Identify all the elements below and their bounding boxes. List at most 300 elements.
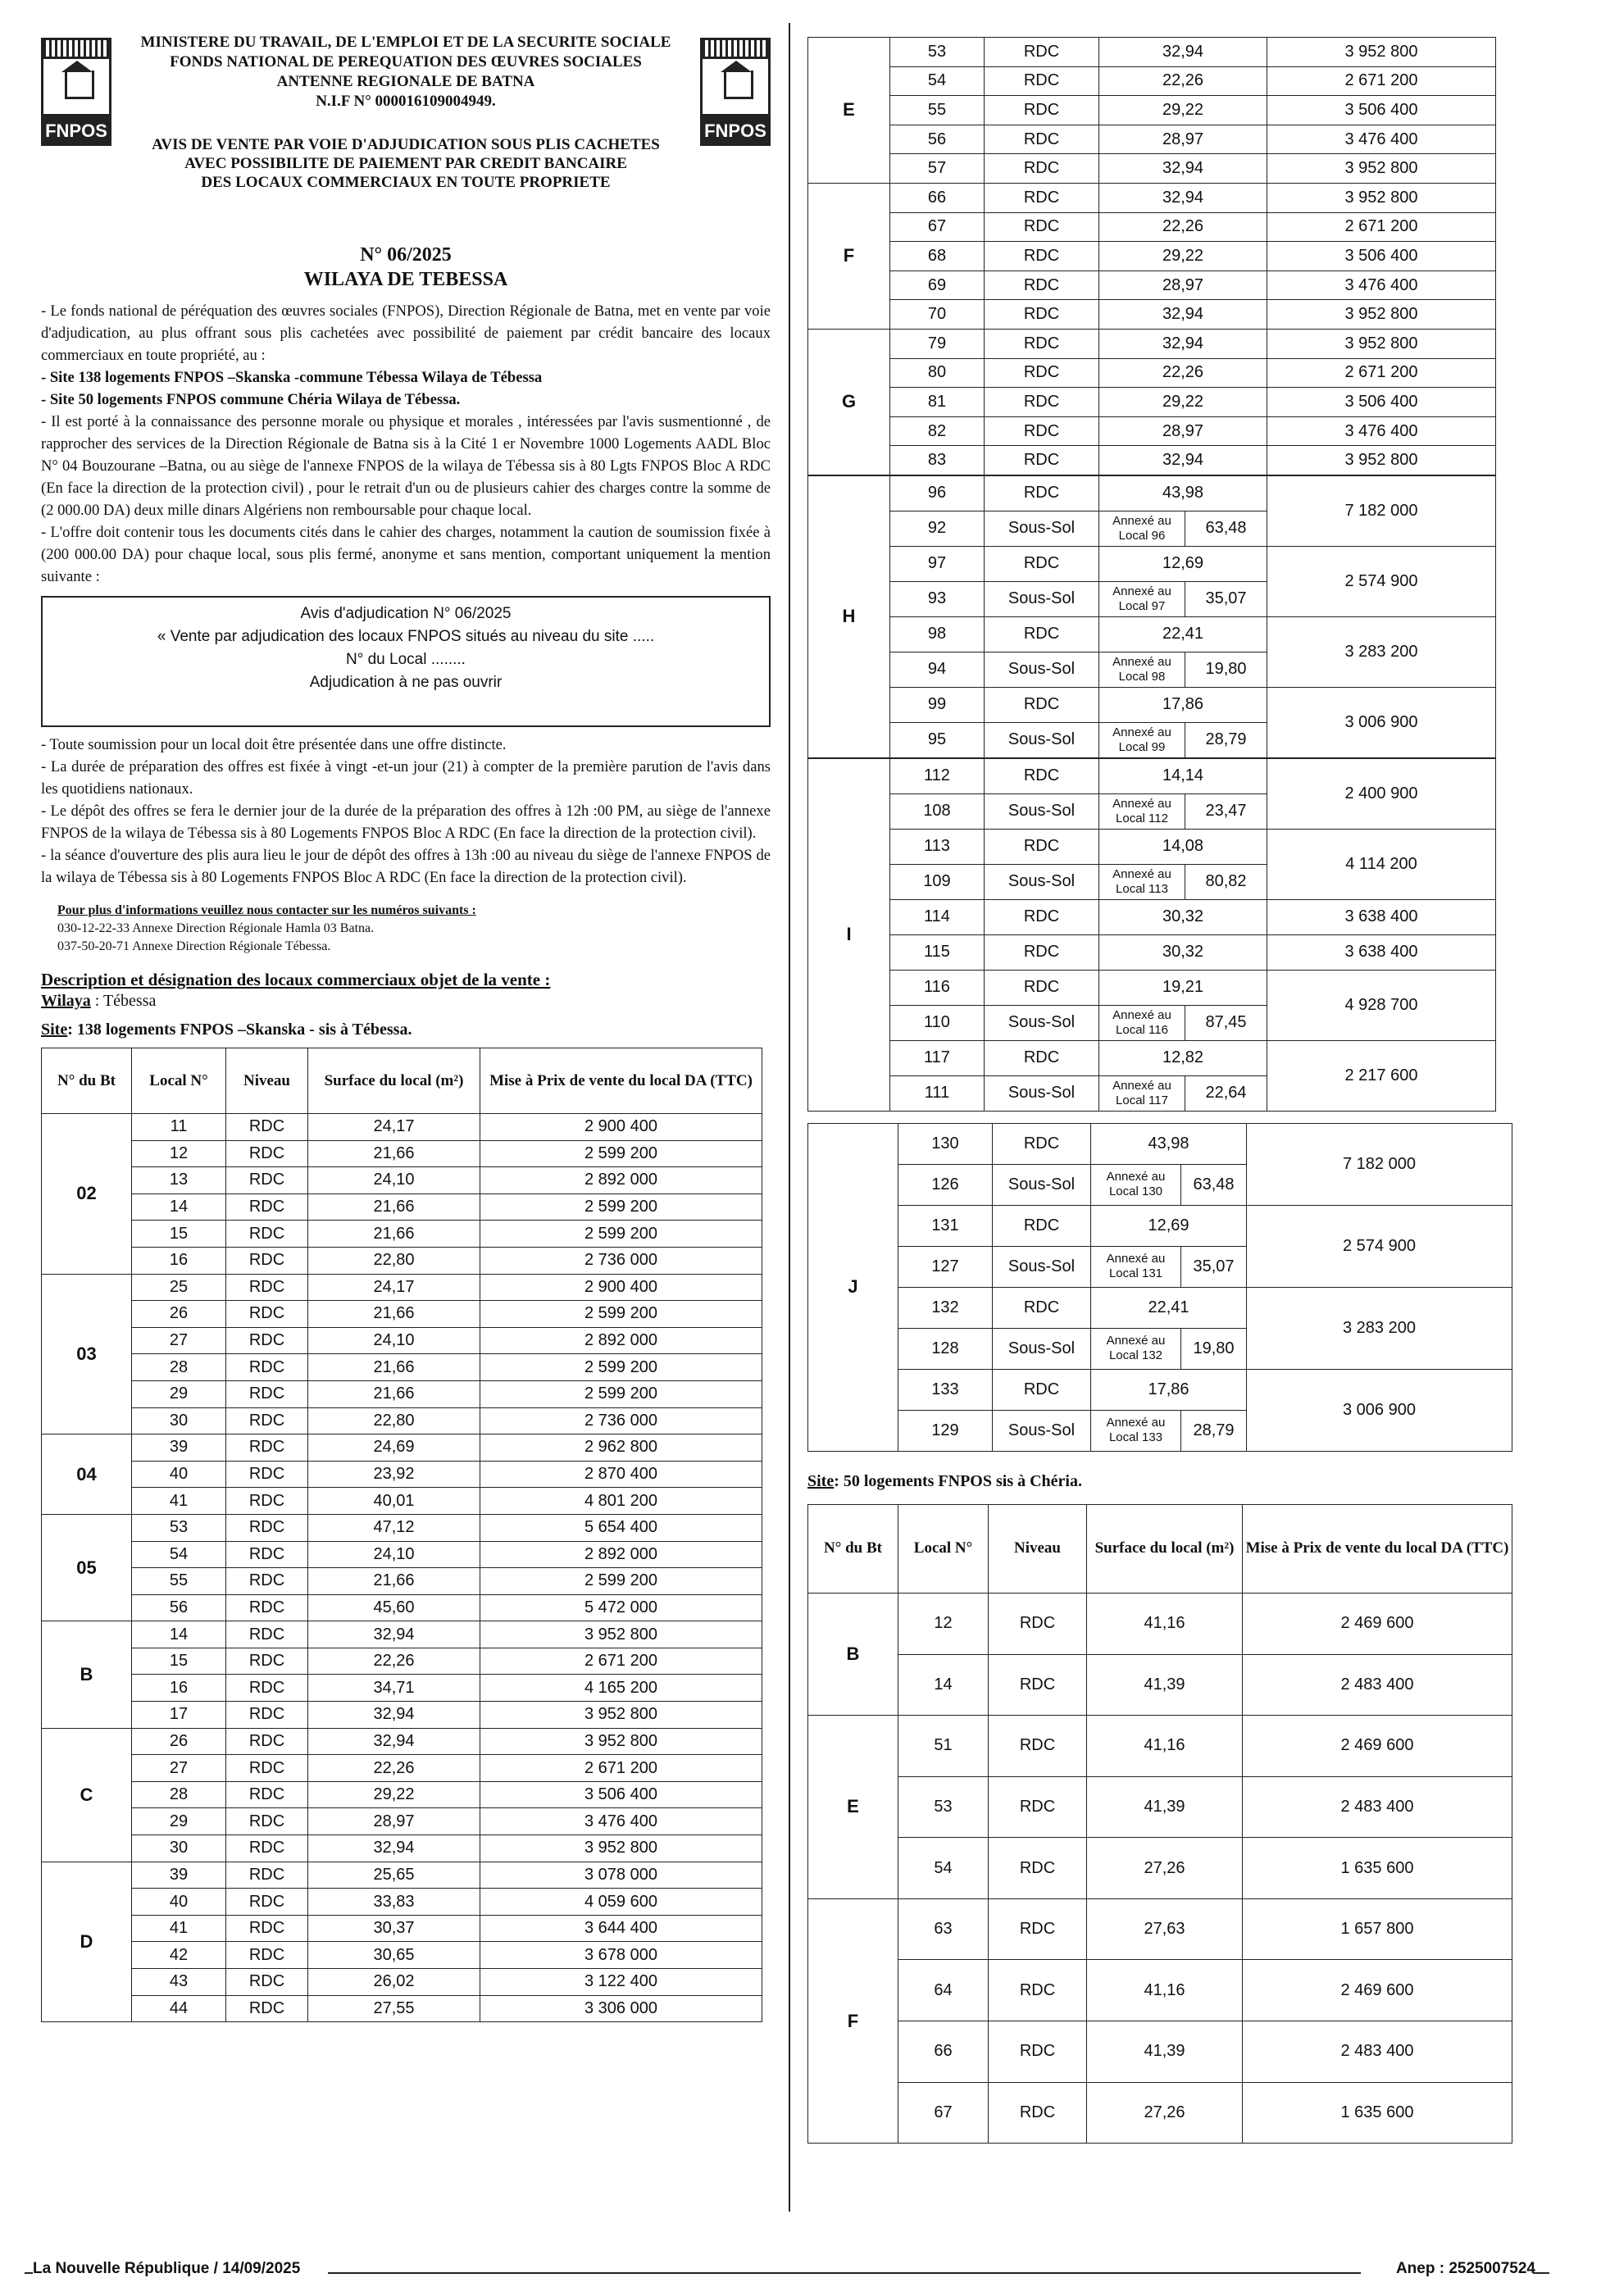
local-cell: 14 — [898, 1654, 989, 1716]
surface-cell: 43,98 — [1099, 475, 1267, 511]
price-cell: 1 635 600 — [1243, 1838, 1512, 1899]
local-cell: 26 — [132, 1301, 226, 1328]
price-cell: 3 952 800 — [480, 1728, 762, 1755]
price-cell: 3 283 200 — [1267, 616, 1496, 687]
notice-number: N° 06/2025 — [360, 244, 452, 266]
bloc-cell: E — [808, 38, 890, 184]
annex-prefix: Annexé au Local — [1106, 1416, 1166, 1445]
bloc-cell: C — [42, 1728, 132, 1862]
table-row — [42, 1114, 762, 1141]
price-cell: 2 900 400 — [480, 1274, 762, 1301]
surface-cell: 28,97 — [1099, 416, 1267, 446]
local-cell: 117 — [890, 1040, 985, 1075]
niveau-cell: RDC — [226, 1488, 308, 1515]
price-cell: 1 657 800 — [1243, 1898, 1512, 1960]
price-cell: 2 599 200 — [480, 1221, 762, 1248]
annex-local-ref: 97 — [1151, 598, 1166, 613]
price-cell: 2 892 000 — [480, 1327, 762, 1354]
local-cell: 68 — [890, 242, 985, 271]
surface-cell: 24,17 — [308, 1114, 480, 1141]
bloc-cell: 03 — [42, 1274, 132, 1434]
price-cell: 4 059 600 — [480, 1889, 762, 1916]
table-row — [808, 2021, 1512, 2083]
surface-cell: 22,80 — [308, 1247, 480, 1274]
niveau-cell: RDC — [989, 1838, 1087, 1899]
annex-local-ref: 112 — [1148, 811, 1168, 825]
surface-cell: 28,97 — [308, 1808, 480, 1835]
niveau-cell: RDC — [985, 687, 1099, 722]
table-row — [42, 1889, 762, 1916]
local-cell: 83 — [890, 446, 985, 475]
bloc-cell: B — [42, 1621, 132, 1728]
local-cell: 14 — [132, 1621, 226, 1648]
price-cell: 2 599 200 — [480, 1301, 762, 1328]
niveau-cell: RDC — [226, 1327, 308, 1354]
surface-cell: 32,94 — [308, 1728, 480, 1755]
local-cell: 15 — [132, 1221, 226, 1248]
niveau-cell: RDC — [226, 1969, 308, 1996]
surface-cell: 22,26 — [308, 1755, 480, 1782]
niveau-cell: RDC — [985, 271, 1099, 300]
offer-paragraph: - L'offre doit contenir tous les documents cités dans le cahier des charges, notamment la caution de soumission fixée à (200 000.00 DA) pour chaque local, sous plis fermé, anonyme et sans mention, comportant uniquement la mention suivante : — [41, 524, 771, 585]
table-row — [42, 1221, 762, 1248]
surface-cell: 30,32 — [1099, 899, 1267, 934]
surface-cell: 19,80 — [1185, 652, 1267, 687]
col-prix: Mise à Prix de vente du local DA (TTC) — [480, 1048, 762, 1114]
surface-cell: 41,16 — [1087, 1960, 1243, 2021]
site-2-value: : 50 logements FNPOS sis à Chéria. — [834, 1471, 1082, 1490]
price-cell: 7 182 000 — [1267, 475, 1496, 546]
niveau-cell: RDC — [985, 616, 1099, 652]
annex-note-cell — [1091, 1246, 1181, 1287]
table-row — [808, 183, 1496, 212]
local-cell: 69 — [890, 271, 985, 300]
price-cell: 3 952 800 — [1267, 329, 1496, 358]
table-row — [808, 829, 1496, 864]
table-row — [808, 1040, 1496, 1075]
col-surface: Surface du local (m²) — [1087, 1504, 1243, 1593]
surface-cell: 87,45 — [1185, 1005, 1267, 1040]
fnpos-logo-left — [41, 38, 111, 151]
table-row — [42, 1140, 762, 1167]
annex-prefix: Annexé au Local — [1106, 1252, 1166, 1281]
table-row — [808, 616, 1496, 652]
local-cell: 113 — [890, 829, 985, 864]
surface-cell: 32,94 — [308, 1702, 480, 1729]
table-row — [808, 125, 1496, 154]
niveau-cell: Sous-Sol — [985, 581, 1099, 616]
niveau-cell: RDC — [226, 1621, 308, 1648]
annex-local-ref: 113 — [1148, 881, 1168, 896]
surface-cell: 21,66 — [308, 1140, 480, 1167]
price-cell: 3 952 800 — [480, 1621, 762, 1648]
site-138-table-cont — [807, 37, 1496, 475]
niveau-cell: RDC — [226, 1541, 308, 1568]
price-cell: 2 671 200 — [1267, 358, 1496, 388]
notice-title — [115, 135, 697, 192]
table-row — [42, 1488, 762, 1515]
local-cell: 130 — [898, 1123, 993, 1164]
local-cell: 63 — [898, 1898, 989, 1960]
table-row — [42, 1274, 762, 1301]
surface-cell: 29,22 — [1099, 242, 1267, 271]
price-cell: 3 306 000 — [480, 1995, 762, 2022]
table-row — [808, 38, 1496, 67]
table-row — [808, 970, 1496, 1005]
col-bt: N° du Bt — [808, 1504, 898, 1593]
surface-cell: 12,82 — [1099, 1040, 1267, 1075]
bloc-i-table — [807, 758, 1496, 1112]
site-138-table — [41, 1048, 762, 2022]
surface-cell: 24,10 — [308, 1327, 480, 1354]
niveau-cell: RDC — [226, 1915, 308, 1942]
site-2-heading — [807, 1470, 1533, 1493]
notice-header — [41, 33, 771, 238]
table-row — [808, 934, 1496, 970]
col-surface: Surface du local (m²) — [308, 1048, 480, 1114]
ministry-line: FONDS NATIONAL DE PEREQUATION DES ŒUVRES SOCIALES — [170, 53, 642, 70]
local-cell: 30 — [132, 1407, 226, 1434]
table-row — [42, 1915, 762, 1942]
price-cell: 3 078 000 — [480, 1862, 762, 1889]
retrieval-paragraph: - Il est porté à la connaissance des personne morale ou physique et morales , intéressées par l'avis susmentionné , de rapprocher des services de la Direction Régionale de Batna sis à la Cité 1 er Novembre 1000 Logements AADL Bloc N° 04 Bouzourane –Batna, ou au siège de l'annexe FNPOS de la wilaya de Tébessa sis à 80 Lgts FNPOS Bloc A RDC (En face la direction de la protection civil) , pour le retrait d'un ou de plusieurs cahier des charges contre la somme de (2 000.00 DA) deux mille dinars Algériens non remboursable pour chaque local. — [41, 413, 771, 519]
price-cell: 2 599 200 — [480, 1354, 762, 1381]
niveau-cell: RDC — [989, 1716, 1087, 1777]
table-row — [42, 1167, 762, 1194]
annex-note-cell — [1099, 793, 1185, 829]
ministry-line: ANTENNE REGIONALE DE BATNA — [276, 73, 535, 90]
local-cell: 16 — [132, 1675, 226, 1702]
local-cell: 55 — [890, 96, 985, 125]
site-label: Site — [41, 1021, 68, 1039]
table-row — [42, 1755, 762, 1782]
price-cell: 3 506 400 — [1267, 96, 1496, 125]
niveau-cell: RDC — [989, 1898, 1087, 1960]
wilaya-label: Wilaya — [41, 992, 91, 1010]
price-cell: 3 476 400 — [1267, 416, 1496, 446]
price-cell: 3 952 800 — [1267, 183, 1496, 212]
surface-cell: 28,79 — [1185, 722, 1267, 757]
niveau-cell: RDC — [985, 446, 1099, 475]
local-cell: 55 — [132, 1568, 226, 1595]
surface-cell: 40,01 — [308, 1488, 480, 1515]
annex-local-ref: 130 — [1142, 1184, 1163, 1199]
price-cell: 3 476 400 — [1267, 125, 1496, 154]
niveau-cell: RDC — [985, 758, 1099, 793]
price-cell: 2 574 900 — [1267, 546, 1496, 616]
surface-cell: 23,92 — [308, 1461, 480, 1488]
col-prix: Mise à Prix de vente du local DA (TTC) — [1243, 1504, 1512, 1593]
table-row — [42, 1541, 762, 1568]
local-cell: 28 — [132, 1354, 226, 1381]
table-row — [808, 1287, 1512, 1328]
surface-cell: 24,10 — [308, 1541, 480, 1568]
surface-cell: 17,86 — [1099, 687, 1267, 722]
price-cell: 4 114 200 — [1267, 829, 1496, 899]
annex-prefix: Annexé au Local — [1106, 1334, 1166, 1363]
price-cell: 2 599 200 — [480, 1568, 762, 1595]
local-cell: 108 — [890, 793, 985, 829]
surface-cell: 19,80 — [1181, 1328, 1247, 1369]
local-cell: 66 — [890, 183, 985, 212]
annex-prefix: Annexé au Local — [1112, 1078, 1171, 1107]
local-cell: 131 — [898, 1205, 993, 1246]
footer-anep: Anep : 2525007524 — [1395, 2260, 1535, 2277]
niveau-cell: RDC — [989, 1960, 1087, 2021]
niveau-cell: RDC — [985, 212, 1099, 242]
table-row — [42, 1835, 762, 1862]
surface-cell: 80,82 — [1185, 864, 1267, 899]
site-1-value: : 138 logements FNPOS –Skanska - sis à Tébessa. — [67, 1021, 412, 1039]
price-cell: 2 870 400 — [480, 1461, 762, 1488]
local-cell: 44 — [132, 1995, 226, 2022]
footer-rule — [328, 2272, 1361, 2274]
annex-note-cell — [1091, 1410, 1181, 1451]
annex-note-cell — [1099, 864, 1185, 899]
local-cell: 25 — [132, 1274, 226, 1301]
surface-cell: 19,21 — [1099, 970, 1267, 1005]
surface-cell: 27,63 — [1087, 1898, 1243, 1960]
table-row — [42, 1327, 762, 1354]
local-cell: 41 — [132, 1488, 226, 1515]
surface-cell: 24,69 — [308, 1434, 480, 1462]
bloc-cell: H — [808, 475, 890, 757]
local-cell: 127 — [898, 1246, 993, 1287]
local-cell: 80 — [890, 358, 985, 388]
local-cell: 132 — [898, 1287, 993, 1328]
logo-stripe — [700, 38, 771, 59]
niveau-cell: RDC — [985, 1040, 1099, 1075]
table-row — [808, 154, 1496, 184]
footer-rule — [1533, 2272, 1549, 2274]
local-cell: 41 — [132, 1915, 226, 1942]
notice-line: DES LOCAUX COMMERCIAUX EN TOUTE PROPRIETE — [201, 174, 611, 191]
duration-paragraph: - La durée de préparation des offres est fixée à vingt -et-un jour (21) à compter de la première parution de l'avis dans les quotidiens nationaux. — [41, 758, 771, 798]
logo-label: FNPOS — [41, 116, 111, 146]
niveau-cell: RDC — [226, 1995, 308, 2022]
local-cell: 67 — [898, 2082, 989, 2144]
surface-cell: 32,94 — [1099, 154, 1267, 184]
local-cell: 40 — [132, 1461, 226, 1488]
site-line-2: - Site 50 logements FNPOS commune Chéria Wilaya de Tébessa. — [41, 391, 461, 408]
price-cell: 2 671 200 — [480, 1648, 762, 1675]
annex-local-ref: 98 — [1151, 669, 1166, 684]
niveau-cell: RDC — [985, 970, 1099, 1005]
bloc-cell: 05 — [42, 1514, 132, 1621]
price-cell: 2 400 900 — [1267, 758, 1496, 829]
surface-cell: 12,69 — [1091, 1205, 1247, 1246]
price-cell: 3 006 900 — [1267, 687, 1496, 757]
niveau-cell: RDC — [985, 416, 1099, 446]
surface-cell: 25,65 — [308, 1862, 480, 1889]
price-cell: 2 599 200 — [480, 1380, 762, 1407]
table-row — [42, 1808, 762, 1835]
price-cell: 2 892 000 — [480, 1541, 762, 1568]
local-cell: 66 — [898, 2021, 989, 2083]
price-cell: 3 952 800 — [480, 1835, 762, 1862]
mention-box — [41, 596, 771, 727]
price-cell: 4 928 700 — [1267, 970, 1496, 1040]
price-cell: 2 483 400 — [1243, 2021, 1512, 2083]
local-cell: 53 — [898, 1776, 989, 1838]
price-cell: 3 506 400 — [480, 1781, 762, 1808]
local-cell: 42 — [132, 1942, 226, 1969]
annex-note-cell — [1099, 511, 1185, 546]
surface-cell: 35,07 — [1181, 1246, 1247, 1287]
table-row — [808, 66, 1496, 96]
surface-cell: 22,80 — [308, 1407, 480, 1434]
local-cell: 14 — [132, 1193, 226, 1221]
bloc-cell: 02 — [42, 1114, 132, 1275]
opening-paragraph: - la séance d'ouverture des plis aura lieu le jour de dépôt des offres à 13h :00 au niveau du siège de l'annexe FNPOS de la wilaya de Tébessa sis à 80 Logements FNPOS Bloc A RDC (En face la direction de la protection civil). — [41, 847, 771, 886]
table-row — [808, 1898, 1512, 1960]
niveau-cell: RDC — [226, 1862, 308, 1889]
col-local: Local N° — [132, 1048, 226, 1114]
niveau-cell: RDC — [226, 1193, 308, 1221]
niveau-cell: RDC — [226, 1301, 308, 1328]
table-row — [808, 2082, 1512, 2144]
surface-cell: 23,47 — [1185, 793, 1267, 829]
contact-block — [41, 902, 771, 956]
right-column — [807, 37, 1533, 2144]
surface-cell: 14,14 — [1099, 758, 1267, 793]
table-row — [808, 687, 1496, 722]
table-body — [42, 1114, 762, 2022]
niveau-cell: Sous-Sol — [993, 1246, 1091, 1287]
table-body — [808, 1123, 1512, 1451]
table-row — [808, 1654, 1512, 1716]
local-cell: 126 — [898, 1164, 993, 1205]
table-row — [42, 1380, 762, 1407]
local-cell: 112 — [890, 758, 985, 793]
table-row — [808, 758, 1496, 793]
surface-cell: 14,08 — [1099, 829, 1267, 864]
local-cell: 53 — [132, 1514, 226, 1541]
niveau-cell: RDC — [226, 1808, 308, 1835]
table-row — [808, 300, 1496, 330]
local-cell: 110 — [890, 1005, 985, 1040]
annex-note-cell — [1091, 1164, 1181, 1205]
surface-cell: 43,98 — [1091, 1123, 1247, 1164]
local-cell: 96 — [890, 475, 985, 511]
annex-prefix: Annexé au Local — [1112, 584, 1171, 613]
surface-cell: 22,26 — [308, 1648, 480, 1675]
niveau-cell: Sous-Sol — [985, 1005, 1099, 1040]
table-body — [808, 475, 1496, 757]
surface-cell: 27,26 — [1087, 2082, 1243, 2144]
niveau-cell: Sous-Sol — [985, 652, 1099, 687]
table-body — [808, 758, 1496, 1111]
bloc-j-table — [807, 1123, 1512, 1452]
local-cell: 54 — [890, 66, 985, 96]
table-row — [42, 1675, 762, 1702]
price-cell: 2 599 200 — [480, 1193, 762, 1221]
surface-cell: 27,26 — [1087, 1838, 1243, 1899]
price-cell: 2 671 200 — [1267, 212, 1496, 242]
niveau-cell: RDC — [985, 242, 1099, 271]
surface-cell: 29,22 — [1099, 96, 1267, 125]
ministry-line: MINISTERE DU TRAVAIL, DE L'EMPLOI ET DE LA SECURITE SOCIALE — [140, 34, 671, 51]
local-cell: 115 — [890, 934, 985, 970]
surface-cell: 32,94 — [1099, 300, 1267, 330]
table-row — [42, 1862, 762, 1889]
niveau-cell: RDC — [226, 1594, 308, 1621]
niveau-cell: RDC — [985, 475, 1099, 511]
surface-cell: 24,17 — [308, 1274, 480, 1301]
annex-local-ref: 132 — [1142, 1348, 1163, 1363]
site-line-1: - Site 138 logements FNPOS –Skanska -commune Tébessa Wilaya de Tébessa — [41, 369, 543, 386]
fnpos-logo-right — [700, 38, 771, 151]
niveau-cell: RDC — [226, 1568, 308, 1595]
niveau-cell: RDC — [985, 829, 1099, 864]
surface-cell: 28,97 — [1099, 271, 1267, 300]
price-cell: 5 472 000 — [480, 1594, 762, 1621]
table-row — [42, 1594, 762, 1621]
annex-prefix: Annexé au Local — [1112, 513, 1171, 543]
table-row — [42, 1995, 762, 2022]
surface-cell: 22,41 — [1099, 616, 1267, 652]
price-cell: 2 469 600 — [1243, 1716, 1512, 1777]
surface-cell: 32,94 — [1099, 183, 1267, 212]
local-cell: 133 — [898, 1369, 993, 1410]
logo-label: FNPOS — [700, 116, 771, 146]
annex-prefix: Annexé au Local — [1112, 796, 1171, 825]
surface-cell: 35,07 — [1185, 581, 1267, 616]
niveau-cell: RDC — [226, 1889, 308, 1916]
annex-local-ref: 116 — [1148, 1022, 1168, 1037]
bloc-cell: F — [808, 183, 890, 329]
niveau-cell: RDC — [985, 546, 1099, 581]
niveau-cell: Sous-Sol — [993, 1410, 1091, 1451]
local-cell: 56 — [132, 1594, 226, 1621]
local-cell: 128 — [898, 1328, 993, 1369]
local-cell: 29 — [132, 1808, 226, 1835]
table-row — [42, 1781, 762, 1808]
surface-cell: 32,94 — [308, 1621, 480, 1648]
surface-cell: 22,26 — [1099, 358, 1267, 388]
table-row — [42, 1354, 762, 1381]
niveau-cell: Sous-Sol — [985, 511, 1099, 546]
price-cell: 3 644 400 — [480, 1915, 762, 1942]
contact-line: 030-12-22-33 Annexe Direction Régionale Hamla 03 Batna. — [57, 921, 375, 935]
local-cell: 95 — [890, 722, 985, 757]
table-row — [808, 1205, 1512, 1246]
local-cell: 64 — [898, 1960, 989, 2021]
bloc-cell: J — [808, 1123, 898, 1451]
table-header-row — [808, 1504, 1512, 1593]
price-cell: 2 483 400 — [1243, 1654, 1512, 1716]
footer-rule — [25, 2272, 33, 2274]
niveau-cell: RDC — [985, 300, 1099, 330]
table-row — [42, 1648, 762, 1675]
local-cell: 39 — [132, 1434, 226, 1462]
price-cell: 3 952 800 — [1267, 38, 1496, 67]
contact-title: Pour plus d'informations veuillez nous contacter sur les numéros suivants : — [57, 903, 476, 917]
price-cell: 3 952 800 — [1267, 300, 1496, 330]
surface-cell: 22,64 — [1185, 1075, 1267, 1111]
niveau-cell: RDC — [226, 1167, 308, 1194]
local-cell: 111 — [890, 1075, 985, 1111]
table-row — [808, 388, 1496, 417]
left-column — [41, 33, 771, 2022]
niveau-cell: RDC — [989, 2021, 1087, 2083]
price-cell: 2 469 600 — [1243, 1960, 1512, 2021]
annex-note-cell — [1099, 722, 1185, 757]
table-row — [808, 1960, 1512, 2021]
niveau-cell: RDC — [985, 96, 1099, 125]
surface-cell: 28,97 — [1099, 125, 1267, 154]
niveau-cell: RDC — [226, 1434, 308, 1462]
